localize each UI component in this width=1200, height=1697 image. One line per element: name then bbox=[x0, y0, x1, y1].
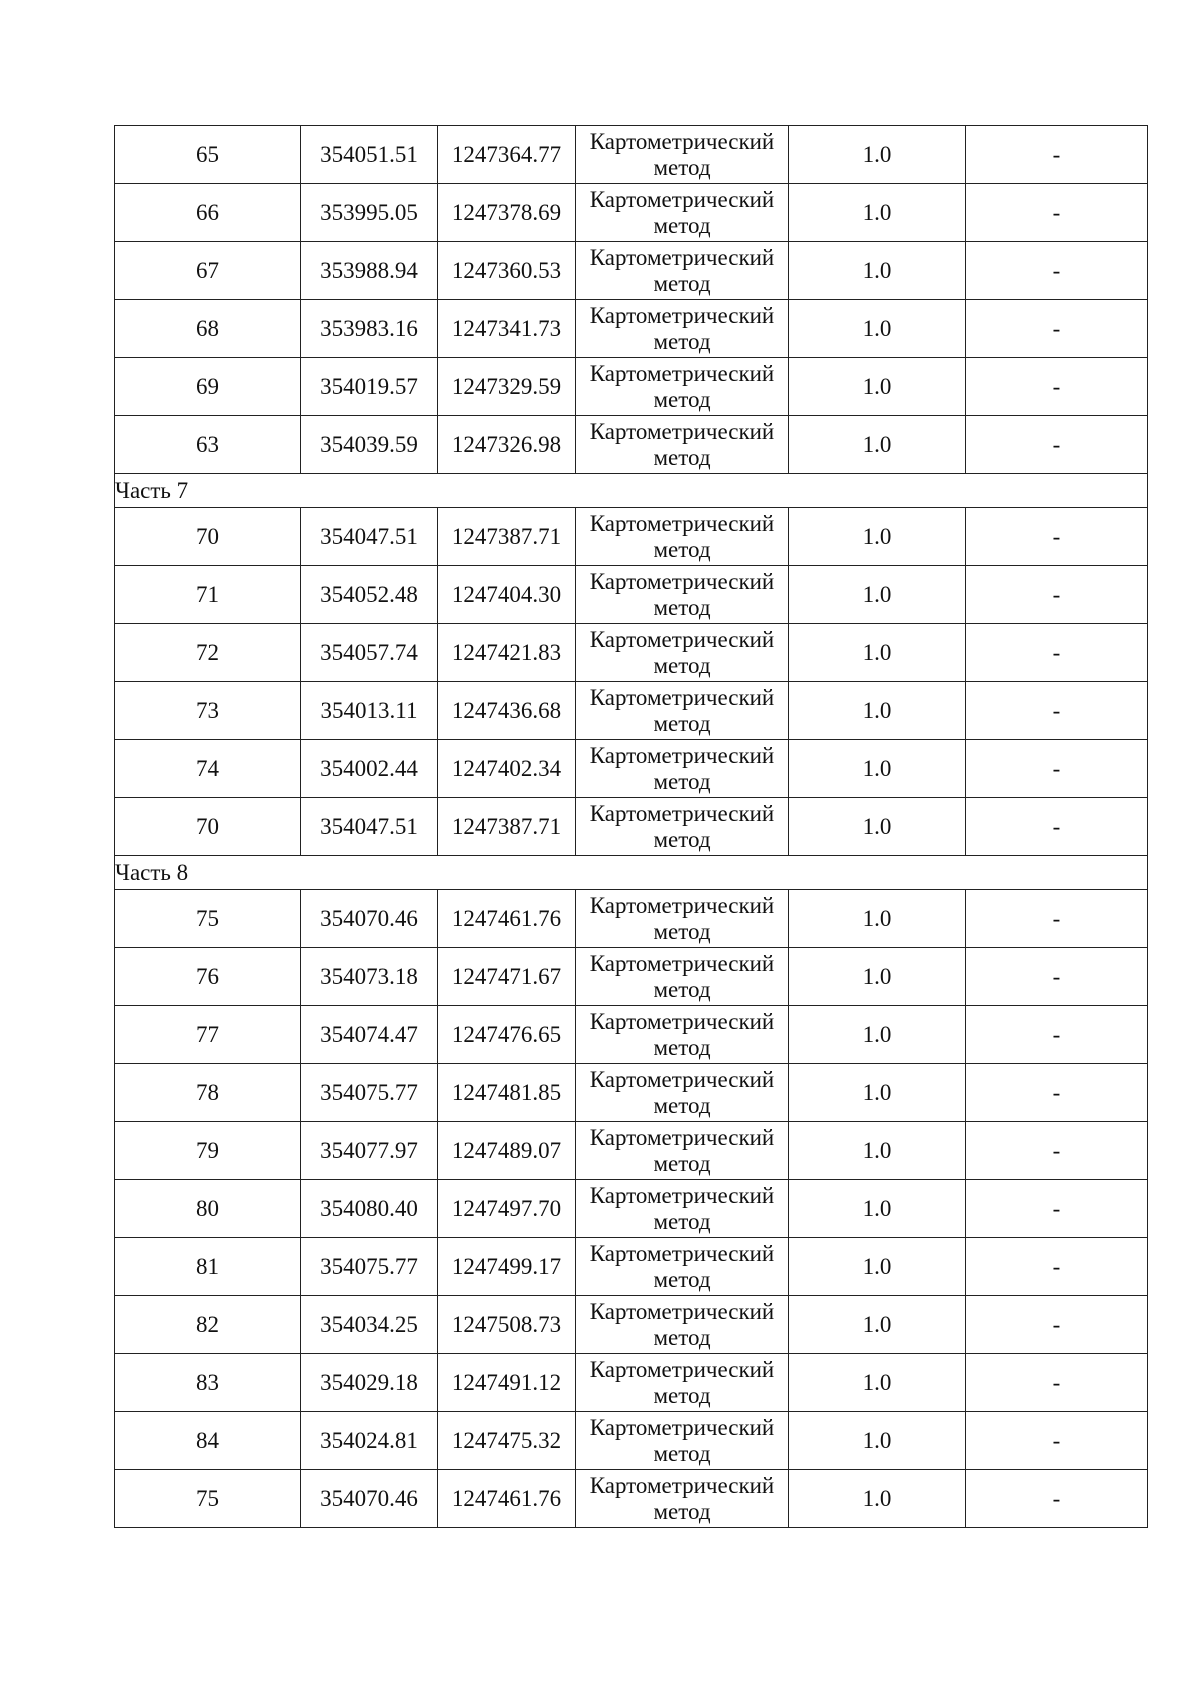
note-cell: - bbox=[966, 1470, 1148, 1528]
y-coordinate-cell: 1247329.59 bbox=[438, 358, 576, 416]
method-cell bbox=[576, 242, 789, 300]
method-cell bbox=[576, 1470, 789, 1528]
method-label-line2: метод bbox=[653, 1208, 711, 1234]
table-row bbox=[115, 1412, 1148, 1470]
accuracy-cell: 1.0 bbox=[789, 508, 966, 566]
x-coordinate-cell: 353988.94 bbox=[301, 242, 438, 300]
note-cell: - bbox=[966, 566, 1148, 624]
accuracy-cell: 1.0 bbox=[789, 798, 966, 856]
x-coordinate-cell: 354080.40 bbox=[301, 1180, 438, 1238]
x-coordinate-cell: 354047.51 bbox=[301, 798, 438, 856]
method-cell bbox=[576, 1180, 789, 1238]
accuracy-cell: 1.0 bbox=[789, 184, 966, 242]
note-cell: - bbox=[966, 890, 1148, 948]
table-row bbox=[115, 358, 1148, 416]
point-number-cell: 66 bbox=[115, 184, 301, 242]
accuracy-cell: 1.0 bbox=[789, 1238, 966, 1296]
method-label-line1: Картометрический bbox=[589, 626, 775, 652]
x-coordinate-cell: 354075.77 bbox=[301, 1238, 438, 1296]
method-label-line2: метод bbox=[653, 1440, 711, 1466]
method-label-line2: метод bbox=[653, 594, 711, 620]
method-cell bbox=[576, 508, 789, 566]
accuracy-cell: 1.0 bbox=[789, 126, 966, 184]
method-label-line2: метод bbox=[653, 1382, 711, 1408]
method-label-line2: метод bbox=[653, 826, 711, 852]
point-number-cell: 74 bbox=[115, 740, 301, 798]
y-coordinate-cell: 1247326.98 bbox=[438, 416, 576, 474]
section-label: Часть 7 bbox=[115, 474, 1148, 508]
method-label-line2: метод bbox=[653, 976, 711, 1002]
table-row bbox=[115, 1238, 1148, 1296]
y-coordinate-cell: 1247461.76 bbox=[438, 890, 576, 948]
method-label-line1: Картометрический bbox=[589, 1124, 775, 1150]
x-coordinate-cell: 353995.05 bbox=[301, 184, 438, 242]
method-cell bbox=[576, 1006, 789, 1064]
point-number-cell: 65 bbox=[115, 126, 301, 184]
method-cell bbox=[576, 300, 789, 358]
y-coordinate-cell: 1247476.65 bbox=[438, 1006, 576, 1064]
method-label-line1: Картометрический bbox=[589, 1240, 775, 1266]
method-cell bbox=[576, 682, 789, 740]
method-label-line2: метод bbox=[653, 444, 711, 470]
accuracy-cell: 1.0 bbox=[789, 890, 966, 948]
table-row bbox=[115, 1006, 1148, 1064]
table-row bbox=[115, 890, 1148, 948]
method-label-line2: метод bbox=[653, 328, 711, 354]
note-cell: - bbox=[966, 1354, 1148, 1412]
method-cell bbox=[576, 416, 789, 474]
y-coordinate-cell: 1247436.68 bbox=[438, 682, 576, 740]
point-number-cell: 83 bbox=[115, 1354, 301, 1412]
method-cell bbox=[576, 1354, 789, 1412]
point-number-cell: 75 bbox=[115, 890, 301, 948]
table-row bbox=[115, 798, 1148, 856]
point-number-cell: 75 bbox=[115, 1470, 301, 1528]
x-coordinate-cell: 354075.77 bbox=[301, 1064, 438, 1122]
table-row bbox=[115, 416, 1148, 474]
table-row bbox=[115, 624, 1148, 682]
accuracy-cell: 1.0 bbox=[789, 358, 966, 416]
table-row bbox=[115, 184, 1148, 242]
note-cell: - bbox=[966, 798, 1148, 856]
section-header-row bbox=[115, 474, 1148, 508]
method-cell bbox=[576, 1296, 789, 1354]
table-row bbox=[115, 1122, 1148, 1180]
table-row bbox=[115, 682, 1148, 740]
method-label-line2: метод bbox=[653, 768, 711, 794]
point-number-cell: 63 bbox=[115, 416, 301, 474]
point-number-cell: 77 bbox=[115, 1006, 301, 1064]
method-label-line1: Картометрический bbox=[589, 186, 775, 212]
y-coordinate-cell: 1247378.69 bbox=[438, 184, 576, 242]
point-number-cell: 82 bbox=[115, 1296, 301, 1354]
method-cell bbox=[576, 1238, 789, 1296]
method-label-line1: Картометрический bbox=[589, 418, 775, 444]
section-label: Часть 8 bbox=[115, 856, 1148, 890]
x-coordinate-cell: 354074.47 bbox=[301, 1006, 438, 1064]
table-row bbox=[115, 1064, 1148, 1122]
accuracy-cell: 1.0 bbox=[789, 1412, 966, 1470]
accuracy-cell: 1.0 bbox=[789, 624, 966, 682]
note-cell: - bbox=[966, 1296, 1148, 1354]
method-label-line1: Картометрический bbox=[589, 1298, 775, 1324]
coordinates-table bbox=[114, 125, 1148, 1528]
method-label-line1: Картометрический bbox=[589, 128, 775, 154]
x-coordinate-cell: 354013.11 bbox=[301, 682, 438, 740]
method-label-line1: Картометрический bbox=[589, 742, 775, 768]
y-coordinate-cell: 1247387.71 bbox=[438, 798, 576, 856]
point-number-cell: 68 bbox=[115, 300, 301, 358]
x-coordinate-cell: 354047.51 bbox=[301, 508, 438, 566]
y-coordinate-cell: 1247341.73 bbox=[438, 300, 576, 358]
table-row bbox=[115, 566, 1148, 624]
y-coordinate-cell: 1247461.76 bbox=[438, 1470, 576, 1528]
y-coordinate-cell: 1247404.30 bbox=[438, 566, 576, 624]
x-coordinate-cell: 353983.16 bbox=[301, 300, 438, 358]
accuracy-cell: 1.0 bbox=[789, 1064, 966, 1122]
accuracy-cell: 1.0 bbox=[789, 1180, 966, 1238]
note-cell: - bbox=[966, 948, 1148, 1006]
method-cell bbox=[576, 890, 789, 948]
method-label-line2: метод bbox=[653, 1324, 711, 1350]
x-coordinate-cell: 354051.51 bbox=[301, 126, 438, 184]
method-label-line1: Картометрический bbox=[589, 1414, 775, 1440]
note-cell: - bbox=[966, 682, 1148, 740]
x-coordinate-cell: 354019.57 bbox=[301, 358, 438, 416]
accuracy-cell: 1.0 bbox=[789, 416, 966, 474]
note-cell: - bbox=[966, 1238, 1148, 1296]
x-coordinate-cell: 354070.46 bbox=[301, 890, 438, 948]
method-label-line1: Картометрический bbox=[589, 360, 775, 386]
note-cell: - bbox=[966, 300, 1148, 358]
method-label-line1: Картометрический bbox=[589, 1008, 775, 1034]
accuracy-cell: 1.0 bbox=[789, 948, 966, 1006]
note-cell: - bbox=[966, 416, 1148, 474]
method-cell bbox=[576, 358, 789, 416]
accuracy-cell: 1.0 bbox=[789, 1296, 966, 1354]
method-cell bbox=[576, 566, 789, 624]
method-label-line1: Картометрический bbox=[589, 510, 775, 536]
note-cell: - bbox=[966, 184, 1148, 242]
method-label-line1: Картометрический bbox=[589, 1066, 775, 1092]
method-label-line1: Картометрический bbox=[589, 1182, 775, 1208]
method-label-line2: метод bbox=[653, 1150, 711, 1176]
x-coordinate-cell: 354077.97 bbox=[301, 1122, 438, 1180]
accuracy-cell: 1.0 bbox=[789, 682, 966, 740]
accuracy-cell: 1.0 bbox=[789, 1354, 966, 1412]
accuracy-cell: 1.0 bbox=[789, 566, 966, 624]
method-label-line2: метод bbox=[653, 536, 711, 562]
section-header-row bbox=[115, 856, 1148, 890]
point-number-cell: 67 bbox=[115, 242, 301, 300]
method-label-line1: Картометрический bbox=[589, 800, 775, 826]
method-cell bbox=[576, 948, 789, 1006]
x-coordinate-cell: 354002.44 bbox=[301, 740, 438, 798]
method-label-line1: Картометрический bbox=[589, 950, 775, 976]
method-label-line2: метод bbox=[653, 1092, 711, 1118]
accuracy-cell: 1.0 bbox=[789, 1470, 966, 1528]
y-coordinate-cell: 1247471.67 bbox=[438, 948, 576, 1006]
note-cell: - bbox=[966, 1412, 1148, 1470]
note-cell: - bbox=[966, 508, 1148, 566]
y-coordinate-cell: 1247364.77 bbox=[438, 126, 576, 184]
table-row bbox=[115, 300, 1148, 358]
method-label-line2: метод bbox=[653, 652, 711, 678]
point-number-cell: 73 bbox=[115, 682, 301, 740]
table-row bbox=[115, 1296, 1148, 1354]
point-number-cell: 84 bbox=[115, 1412, 301, 1470]
accuracy-cell: 1.0 bbox=[789, 300, 966, 358]
method-label-line1: Картометрический bbox=[589, 1356, 775, 1382]
point-number-cell: 70 bbox=[115, 508, 301, 566]
method-label-line2: метод bbox=[653, 270, 711, 296]
x-coordinate-cell: 354029.18 bbox=[301, 1354, 438, 1412]
y-coordinate-cell: 1247497.70 bbox=[438, 1180, 576, 1238]
method-cell bbox=[576, 740, 789, 798]
method-label-line1: Картометрический bbox=[589, 244, 775, 270]
table-row bbox=[115, 1470, 1148, 1528]
point-number-cell: 69 bbox=[115, 358, 301, 416]
method-label-line2: метод bbox=[653, 710, 711, 736]
table-row bbox=[115, 242, 1148, 300]
point-number-cell: 78 bbox=[115, 1064, 301, 1122]
method-cell bbox=[576, 1412, 789, 1470]
method-label-line2: метод bbox=[653, 918, 711, 944]
method-cell bbox=[576, 184, 789, 242]
method-label-line1: Картометрический bbox=[589, 1472, 775, 1498]
x-coordinate-cell: 354052.48 bbox=[301, 566, 438, 624]
y-coordinate-cell: 1247491.12 bbox=[438, 1354, 576, 1412]
point-number-cell: 81 bbox=[115, 1238, 301, 1296]
y-coordinate-cell: 1247421.83 bbox=[438, 624, 576, 682]
method-label-line1: Картометрический bbox=[589, 684, 775, 710]
method-label-line2: метод bbox=[653, 1034, 711, 1060]
note-cell: - bbox=[966, 624, 1148, 682]
method-label-line1: Картометрический bbox=[589, 568, 775, 594]
note-cell: - bbox=[966, 1180, 1148, 1238]
method-cell bbox=[576, 1064, 789, 1122]
accuracy-cell: 1.0 bbox=[789, 1122, 966, 1180]
accuracy-cell: 1.0 bbox=[789, 1006, 966, 1064]
method-cell bbox=[576, 1122, 789, 1180]
note-cell: - bbox=[966, 242, 1148, 300]
table-row bbox=[115, 948, 1148, 1006]
y-coordinate-cell: 1247402.34 bbox=[438, 740, 576, 798]
table-row bbox=[115, 126, 1148, 184]
note-cell: - bbox=[966, 740, 1148, 798]
method-label-line2: метод bbox=[653, 386, 711, 412]
method-label-line2: метод bbox=[653, 154, 711, 180]
method-label-line2: метод bbox=[653, 1266, 711, 1292]
x-coordinate-cell: 354073.18 bbox=[301, 948, 438, 1006]
point-number-cell: 80 bbox=[115, 1180, 301, 1238]
method-cell bbox=[576, 624, 789, 682]
point-number-cell: 72 bbox=[115, 624, 301, 682]
table-row bbox=[115, 740, 1148, 798]
y-coordinate-cell: 1247489.07 bbox=[438, 1122, 576, 1180]
table-row bbox=[115, 1180, 1148, 1238]
method-label-line2: метод bbox=[653, 212, 711, 238]
x-coordinate-cell: 354057.74 bbox=[301, 624, 438, 682]
y-coordinate-cell: 1247387.71 bbox=[438, 508, 576, 566]
method-cell bbox=[576, 798, 789, 856]
coordinates-table-body bbox=[115, 126, 1148, 1528]
point-number-cell: 79 bbox=[115, 1122, 301, 1180]
note-cell: - bbox=[966, 1006, 1148, 1064]
x-coordinate-cell: 354070.46 bbox=[301, 1470, 438, 1528]
table-row bbox=[115, 508, 1148, 566]
accuracy-cell: 1.0 bbox=[789, 740, 966, 798]
note-cell: - bbox=[966, 126, 1148, 184]
method-label-line2: метод bbox=[653, 1498, 711, 1524]
method-label-line1: Картометрический bbox=[589, 302, 775, 328]
accuracy-cell: 1.0 bbox=[789, 242, 966, 300]
x-coordinate-cell: 354039.59 bbox=[301, 416, 438, 474]
point-number-cell: 76 bbox=[115, 948, 301, 1006]
note-cell: - bbox=[966, 1064, 1148, 1122]
y-coordinate-cell: 1247508.73 bbox=[438, 1296, 576, 1354]
x-coordinate-cell: 354024.81 bbox=[301, 1412, 438, 1470]
x-coordinate-cell: 354034.25 bbox=[301, 1296, 438, 1354]
y-coordinate-cell: 1247475.32 bbox=[438, 1412, 576, 1470]
y-coordinate-cell: 1247360.53 bbox=[438, 242, 576, 300]
y-coordinate-cell: 1247481.85 bbox=[438, 1064, 576, 1122]
note-cell: - bbox=[966, 1122, 1148, 1180]
note-cell: - bbox=[966, 358, 1148, 416]
method-label-line1: Картометрический bbox=[589, 892, 775, 918]
table-row bbox=[115, 1354, 1148, 1412]
method-cell bbox=[576, 126, 789, 184]
point-number-cell: 70 bbox=[115, 798, 301, 856]
y-coordinate-cell: 1247499.17 bbox=[438, 1238, 576, 1296]
point-number-cell: 71 bbox=[115, 566, 301, 624]
